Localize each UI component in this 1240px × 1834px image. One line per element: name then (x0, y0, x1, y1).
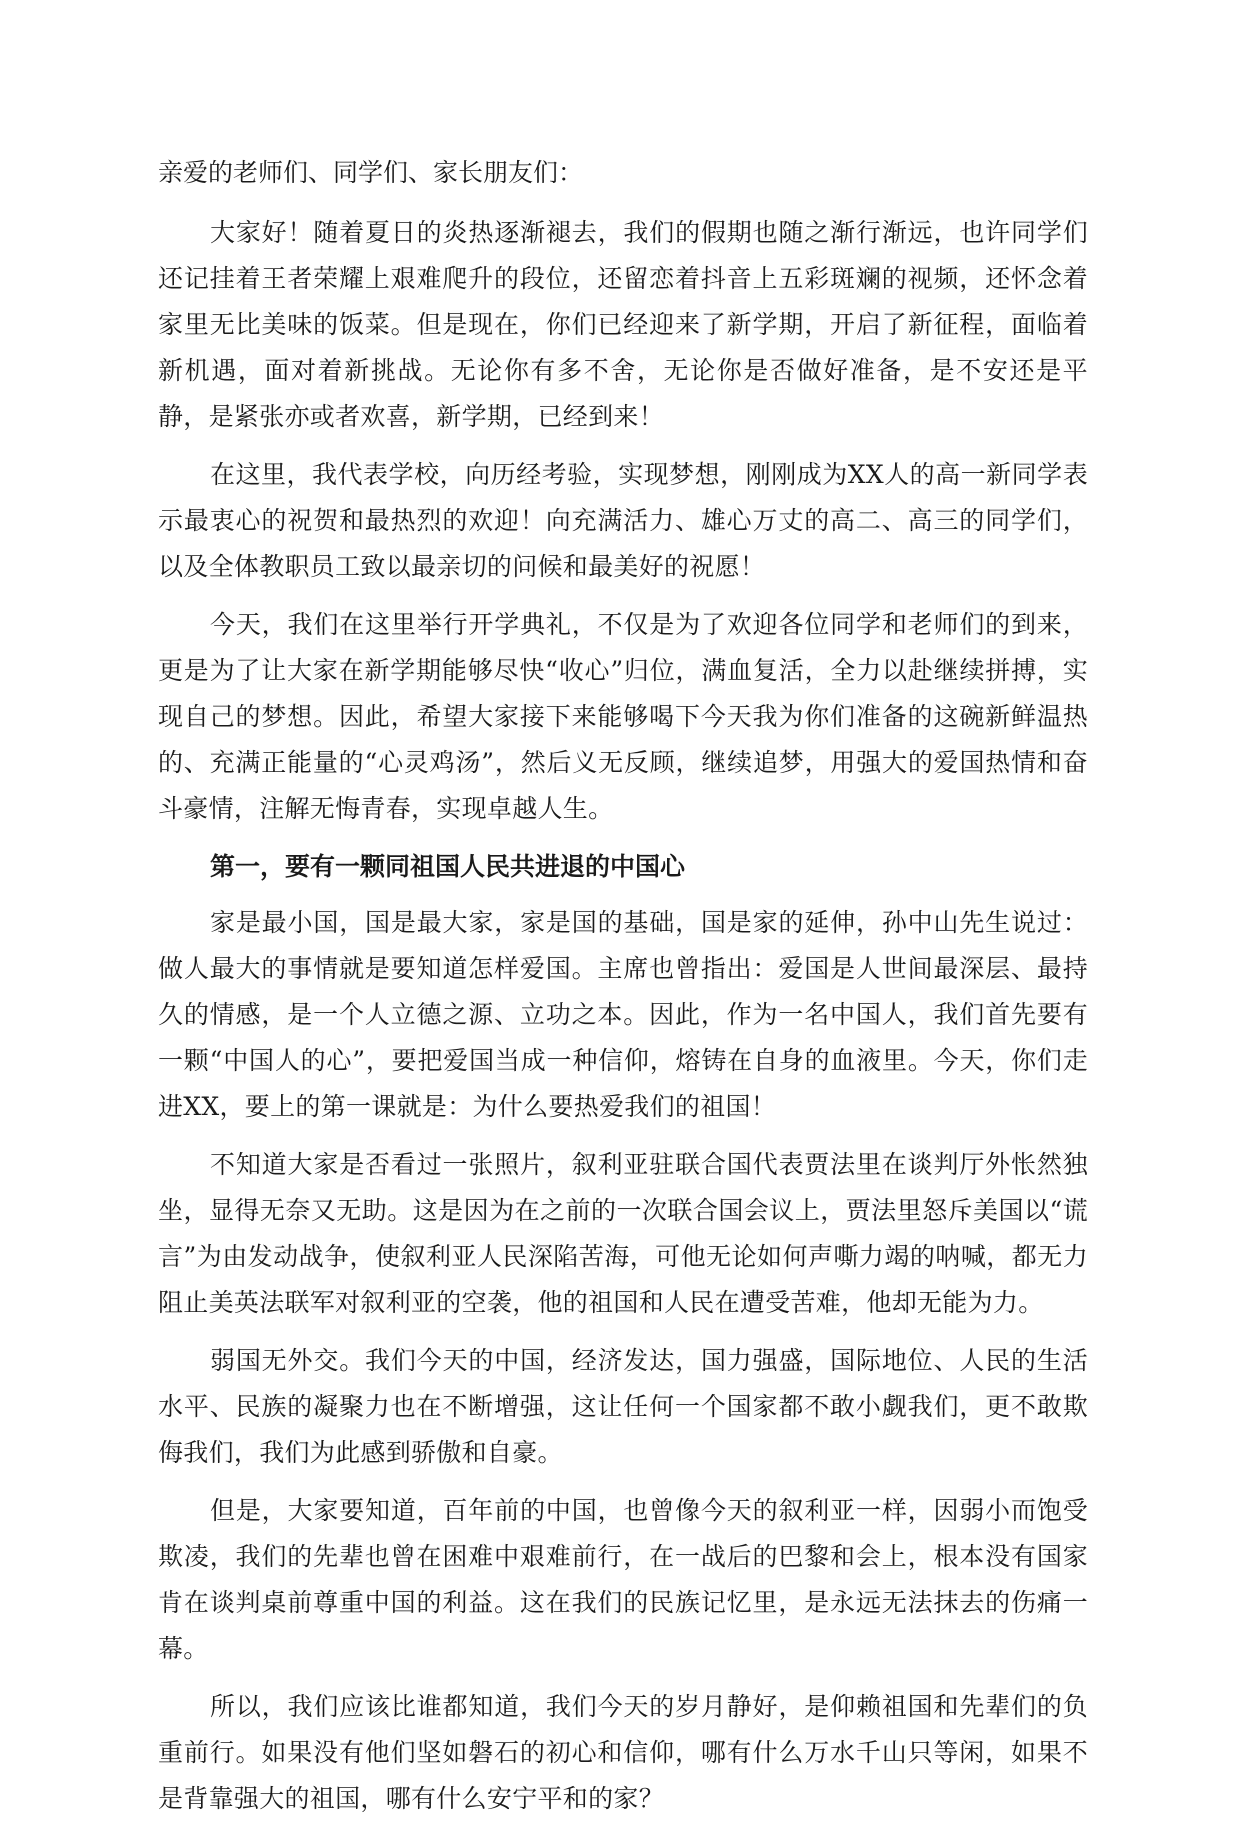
section1-paragraph-1: 家是最小国，国是最大家，家是国的基础，国是家的延伸，孙中山先生说过：做人最大的事情就是要知道怎样爱国。主席也曾指出：爱国是人世间最深层、最持久的情感，是一个人立德之源、立功之本。因此，作为一名中国人，我们首先要有一颗“中国人的心”，要把爱国当成一种信仰，熔铸在自身的血液里。今天，你们走进XX，要上的第一课就是：为什么要热爱我们的祖国！ (158, 908, 1088, 1121)
section-heading-1: 第一，要有一颗同祖国人民共进退的中国心 (210, 852, 686, 881)
section1-paragraph-5: 所以，我们应该比谁都知道，我们今天的岁月静好，是仰赖祖国和先辈们的负重前行。如果没有他们坚如磐石的初心和信仰，哪有什么万水千山只等闲，如果不是背靠强大的祖国，哪有什么安宁平和的家？ (158, 1692, 1088, 1813)
section1-paragraph-3: 弱国无外交。我们今天的中国，经济发达，国力强盛，国际地位、人民的生活水平、民族的凝聚力也在不断增强，这让任何一个国家都不敢小觑我们，更不敢欺侮我们，我们为此感到骄傲和自豪。 (158, 1346, 1088, 1467)
section1-paragraph-2: 不知道大家是否看过一张照片，叙利亚驻联合国代表贾法里在谈判厅外怅然独坐，显得无奈又无助。这是因为在之前的一次联合国会议上，贾法里怒斥美国以“谎言”为由发动战争，使叙利亚人民深陷苦海，可他无论如何声嘶力竭的呐喊，都无力阻止美英法联军对叙利亚的空袭，他的祖国和人民在遭受苦难，他却无能为力。 (158, 1150, 1088, 1317)
document-page (158, 150, 1088, 1834)
intro-paragraph-1: 大家好！随着夏日的炎热逐渐褪去，我们的假期也随之渐行渐远，也许同学们还记挂着王者荣耀上艰难爬升的段位，还留恋着抖音上五彩斑斓的视频，还怀念着家里无比美味的饭菜。但是现在，你们已经迎来了新学期，开启了新征程，面临着新机遇，面对着新挑战。无论你有多不舍，无论你是否做好准备，是不安还是平静，是紧张亦或者欢喜，新学期，已经到来！ (158, 218, 1088, 431)
section1-paragraph-4: 但是，大家要知道，百年前的中国，也曾像今天的叙利亚一样，因弱小而饱受欺凌，我们的先辈也曾在困难中艰难前行，在一战后的巴黎和会上，根本没有国家肯在谈判桌前尊重中国的利益。这在我们的民族记忆里，是永远无法抹去的伤痛一幕。 (158, 1496, 1088, 1663)
intro-paragraph-3: 今天，我们在这里举行开学典礼，不仅是为了欢迎各位同学和老师们的到来，更是为了让大家在新学期能够尽快“收心”归位，满血复活，全力以赴继续拼搏，实现自己的梦想。因此，希望大家接下来能够喝下今天我为你们准备的这碗新鲜温热的、充满正能量的“心灵鸡汤”，然后义无反顾，继续追梦，用强大的爱国热情和奋斗豪情，注解无悔青春，实现卓越人生。 (158, 610, 1088, 823)
intro-paragraph-2: 在这里，我代表学校，向历经考验，实现梦想，刚刚成为XX人的高一新同学表示最衷心的祝贺和最热烈的欢迎！向充满活力、雄心万丈的高二、高三的同学们，以及全体教职员工致以最亲切的问候和最美好的祝愿！ (158, 460, 1088, 581)
salutation: 亲爱的老师们、同学们、家长朋友们： (158, 158, 584, 187)
